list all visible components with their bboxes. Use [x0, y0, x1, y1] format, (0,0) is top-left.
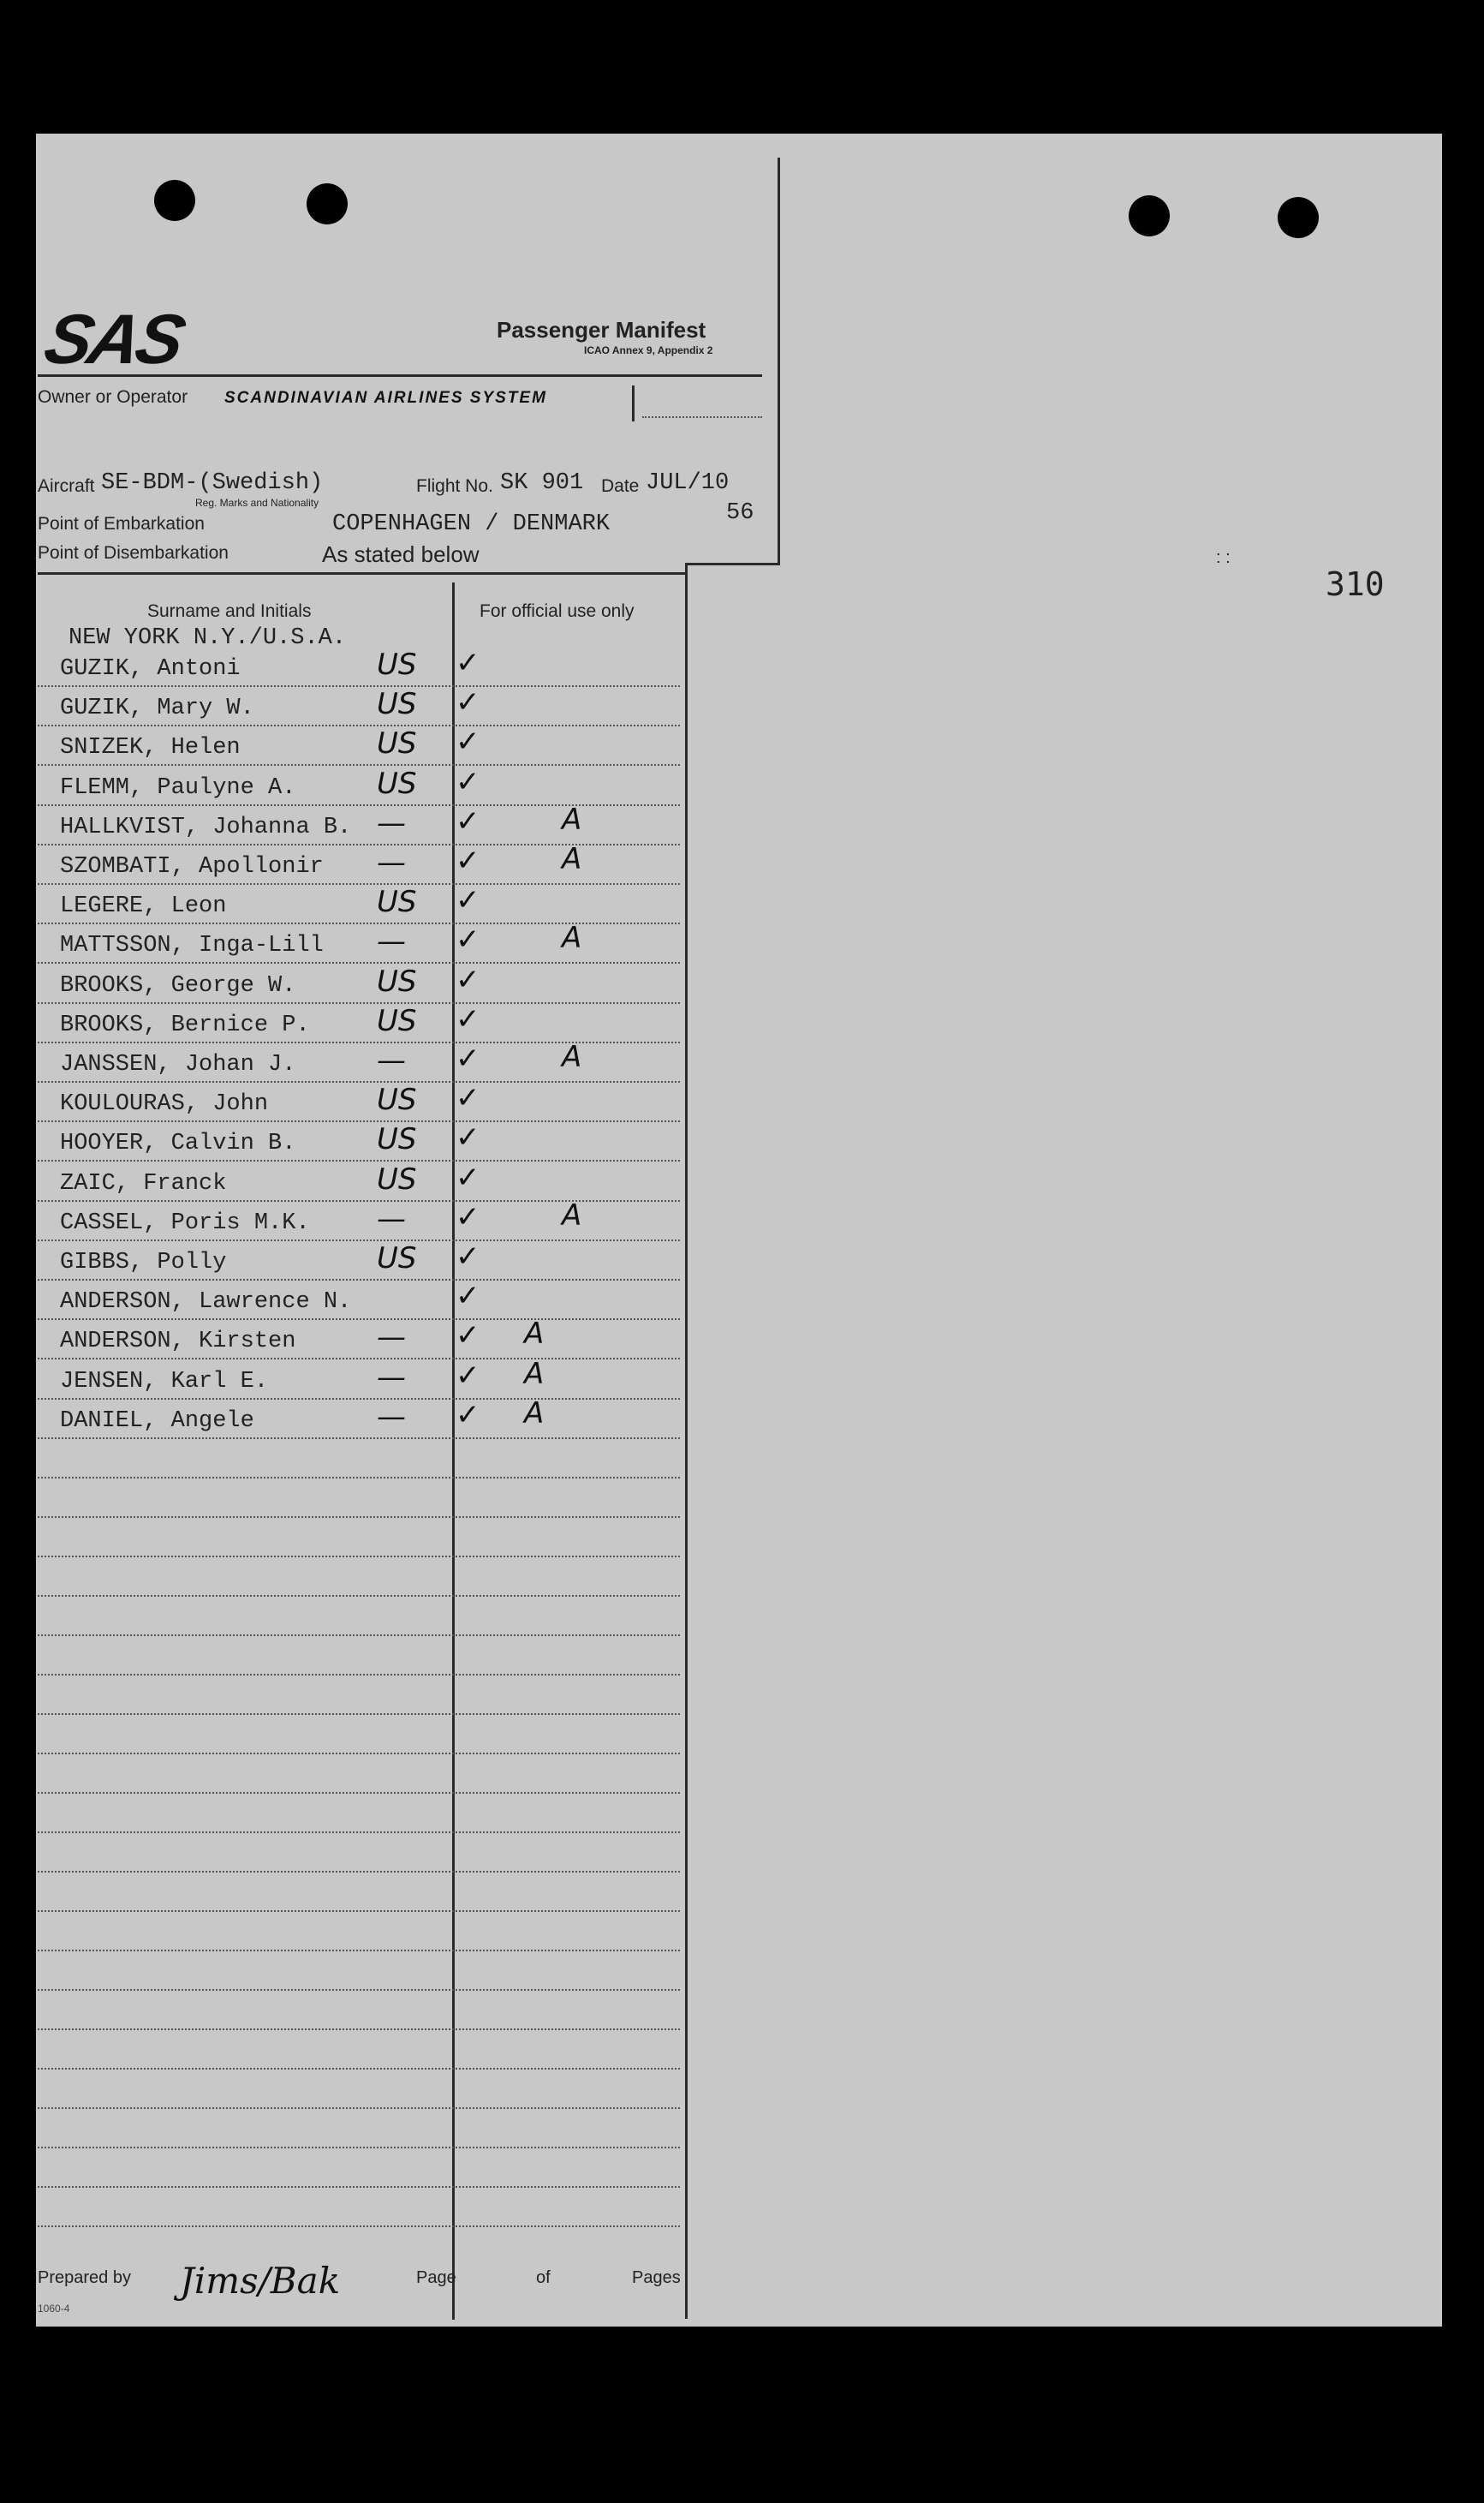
passenger-name: ANDERSON, Kirsten: [60, 1329, 296, 1354]
blank-row-rule: [38, 1634, 680, 1636]
row-rule: [38, 804, 680, 806]
nationality-mark: US: [377, 648, 417, 682]
embark-value: COPENHAGEN / DENMARK: [332, 511, 611, 537]
page-stamp-number: 310: [1326, 565, 1385, 603]
form-right-border: [685, 563, 688, 2319]
passenger-name: ANDERSON, Lawrence N.: [60, 1289, 352, 1315]
nationality-mark: US: [377, 726, 417, 761]
blank-row-rule: [38, 1792, 680, 1794]
aircraft-label: Aircraft: [38, 476, 95, 496]
nationality-mark: US: [377, 1162, 417, 1197]
row-rule: [38, 883, 680, 885]
row-rule: [38, 1437, 680, 1439]
passenger-name: MATTSSON, Inga-Lill: [60, 933, 324, 959]
date-value: JUL/10: [646, 470, 730, 496]
disembark-label: Point of Disembarkation: [38, 543, 229, 563]
row-rule: [38, 1002, 680, 1004]
blank-row-rule: [38, 1910, 680, 1912]
check-mark-icon: ✓: [456, 804, 480, 839]
flight-value: SK 901: [500, 470, 584, 496]
stamp-dots: : :: [1216, 548, 1231, 567]
official-mark: A: [524, 1357, 545, 1391]
official-mark: A: [524, 1317, 545, 1351]
passenger-name: GUZIK, Antoni: [60, 656, 241, 682]
row-rule: [38, 1160, 680, 1162]
blank-row-rule: [38, 2107, 680, 2109]
blank-row-rule: [38, 1516, 680, 1518]
blank-row-rule: [38, 1871, 680, 1873]
row-rule: [38, 1318, 680, 1320]
flight-label: Flight No.: [416, 476, 493, 496]
row-rule: [38, 1120, 680, 1122]
form-right-border-top: [778, 158, 780, 565]
passenger-name: HOOYER, Calvin B.: [60, 1131, 296, 1156]
punch-hole-icon: [154, 180, 195, 221]
nationality-mark: US: [377, 1004, 417, 1038]
row-rule: [38, 962, 680, 964]
check-mark-icon: ✓: [456, 1042, 480, 1076]
nationality-mark: —: [377, 845, 406, 880]
passenger-name: ZAIC, Franck: [60, 1171, 227, 1197]
check-mark-icon: ✓: [456, 883, 480, 917]
nationality-mark: —: [377, 1202, 406, 1236]
form-number: 1060-4: [38, 2303, 70, 2315]
nationality-mark: US: [377, 1241, 417, 1275]
official-mark: A: [562, 921, 582, 955]
blank-row-rule: [38, 1713, 680, 1715]
passenger-name: SNIZEK, Helen: [60, 735, 241, 761]
blank-row-rule: [38, 2028, 680, 2030]
check-mark-icon: ✓: [456, 1081, 480, 1115]
row-rule: [38, 1279, 680, 1281]
check-mark-icon: ✓: [456, 1398, 480, 1432]
nationality-mark: —: [377, 1400, 406, 1434]
blank-row-rule: [38, 1831, 680, 1833]
sas-logo: SAS: [38, 301, 189, 379]
of-label: of: [536, 2268, 551, 2287]
passenger-name: BROOKS, Bernice P.: [60, 1013, 310, 1038]
row-rule: [38, 685, 680, 687]
official-mark: A: [562, 803, 582, 837]
blank-row-rule: [38, 2068, 680, 2070]
passenger-name: JANSSEN, Johan J.: [60, 1052, 296, 1078]
blank-row-rule: [38, 1477, 680, 1479]
row-rule: [38, 844, 680, 845]
form-subtitle: ICAO Annex 9, Appendix 2: [584, 344, 713, 356]
prepared-signature: Jims/Bak: [180, 2260, 341, 2302]
check-mark-icon: ✓: [456, 1359, 480, 1393]
passenger-name: SZOMBATI, Apollonir: [60, 854, 324, 880]
punch-hole-icon: [307, 183, 348, 224]
form-title: Passenger Manifest: [497, 317, 706, 343]
row-rule: [38, 1200, 680, 1202]
official-mark: A: [524, 1396, 545, 1431]
reg-note: Reg. Marks and Nationality: [195, 497, 319, 509]
check-mark-icon: ✓: [456, 963, 480, 997]
passenger-name: HALLKVIST, Johanna B.: [60, 815, 352, 840]
check-mark-icon: ✓: [456, 1002, 480, 1036]
check-mark-icon: ✓: [456, 1161, 480, 1195]
row-rule: [38, 764, 680, 766]
blank-row-rule: [38, 2225, 680, 2227]
check-mark-icon: ✓: [456, 844, 480, 878]
owner-rule: [642, 416, 762, 418]
blank-row-rule: [38, 1674, 680, 1676]
blank-row-rule: [38, 2186, 680, 2188]
passenger-name: CASSEL, Poris M.K.: [60, 1210, 310, 1236]
official-mark: A: [562, 1040, 582, 1074]
check-mark-icon: ✓: [456, 1240, 480, 1274]
disembark-value: As stated below: [322, 541, 480, 567]
date-label: Date: [601, 476, 640, 496]
check-mark-icon: ✓: [456, 765, 480, 799]
aircraft-value: SE-BDM-(Swedish): [101, 470, 324, 496]
blank-row-rule: [38, 2147, 680, 2148]
passenger-name: KOULOURAS, John: [60, 1091, 269, 1117]
nationality-mark: US: [377, 1122, 417, 1156]
row-rule: [38, 1042, 680, 1043]
passenger-name: FLEMM, Paulyne A.: [60, 775, 296, 801]
check-mark-icon: ✓: [456, 725, 480, 759]
row-rule: [38, 1240, 680, 1241]
embark-label: Point of Embarkation: [38, 514, 205, 534]
owner-label: Owner or Operator: [38, 387, 188, 407]
col-official-header: For official use only: [480, 601, 635, 621]
nationality-mark: US: [377, 965, 417, 999]
punch-hole-icon: [1129, 195, 1170, 236]
check-mark-icon: ✓: [456, 1279, 480, 1313]
official-mark: A: [562, 842, 582, 876]
row-rule: [38, 1358, 680, 1359]
nationality-mark: —: [377, 1360, 406, 1395]
check-mark-icon: ✓: [456, 1318, 480, 1353]
blank-row-rule: [38, 1950, 680, 1951]
form-notch-line: [687, 563, 779, 565]
passenger-name: GIBBS, Polly: [60, 1250, 227, 1275]
col-name-header: Surname and Initials: [147, 601, 312, 621]
official-mark: A: [562, 1198, 582, 1233]
nationality-mark: —: [377, 1320, 406, 1354]
nationality-mark: US: [377, 1083, 417, 1117]
blank-row-rule: [38, 1595, 680, 1597]
passenger-name: DANIEL, Angele: [60, 1408, 254, 1434]
nationality-mark: US: [377, 687, 417, 721]
check-mark-icon: ✓: [456, 685, 480, 720]
destination-heading: NEW YORK N.Y./U.S.A.: [69, 625, 347, 651]
check-mark-icon: ✓: [456, 1200, 480, 1234]
pages-label: Pages: [632, 2268, 681, 2287]
owner-divider: [632, 385, 635, 421]
table-top-rule: [38, 572, 687, 575]
passenger-name: GUZIK, Mary W.: [60, 696, 254, 721]
nationality-mark: —: [377, 806, 406, 840]
row-rule: [38, 923, 680, 924]
check-mark-icon: ✓: [456, 1120, 480, 1155]
blank-row-rule: [38, 1556, 680, 1557]
nationality-mark: —: [377, 924, 406, 959]
nationality-mark: US: [377, 885, 417, 919]
date-year: 56: [726, 500, 754, 526]
owner-value: SCANDINAVIAN AIRLINES SYSTEM: [224, 389, 547, 407]
prepared-label: Prepared by: [38, 2268, 131, 2287]
row-rule: [38, 1081, 680, 1083]
check-mark-icon: ✓: [456, 646, 480, 680]
blank-row-rule: [38, 1989, 680, 1991]
passenger-name: BROOKS, George W.: [60, 973, 296, 999]
nationality-mark: US: [377, 767, 417, 801]
passenger-name: JENSEN, Karl E.: [60, 1369, 269, 1395]
punch-hole-icon: [1278, 197, 1319, 238]
blank-row-rule: [38, 1753, 680, 1754]
passenger-name: LEGERE, Leon: [60, 893, 227, 919]
row-rule: [38, 1398, 680, 1400]
page-label: Page: [416, 2268, 456, 2287]
check-mark-icon: ✓: [456, 923, 480, 957]
nationality-mark: —: [377, 1043, 406, 1078]
row-rule: [38, 725, 680, 726]
